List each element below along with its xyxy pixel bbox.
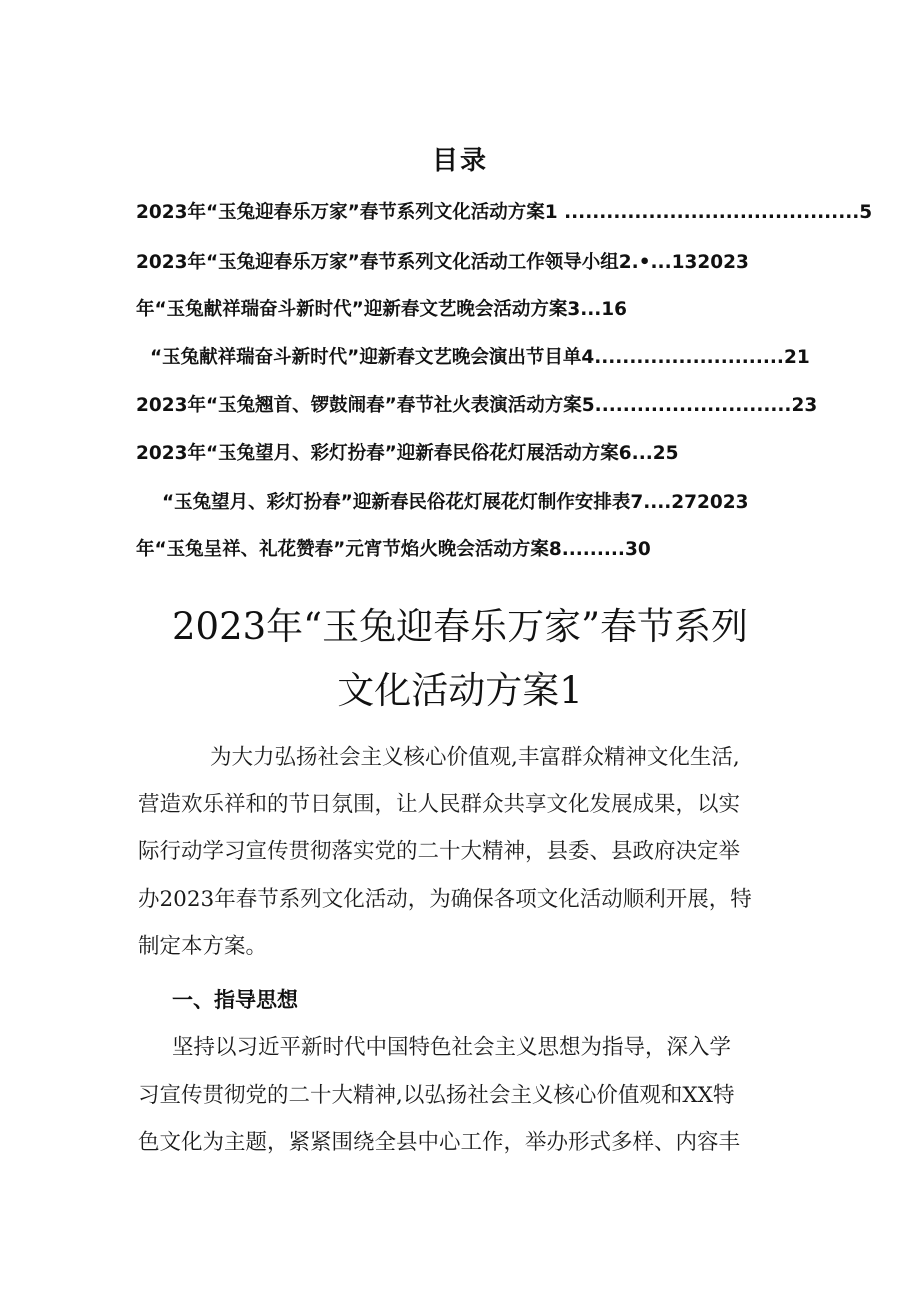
section-paragraph-line: 习宣传贯彻党的二十大精神,以弘扬社会主义核心价值观和XX特 — [138, 1083, 735, 1108]
toc-entry: 2023年“玉兔迎春乐万家”春节系列文化活动工作领导小组2.•...132023 — [136, 252, 749, 273]
document-title: 2023年“玉兔迎春乐万家”春节系列 — [172, 605, 748, 648]
intro-paragraph-line: 办2023年春节系列文化活动，为确保各项文化活动顺利开展，特 — [138, 887, 752, 912]
toc-entry: “玉兔献祥瑞奋斗新时代”迎新春文艺晚会演出节目单4...........................21 — [150, 347, 810, 368]
intro-paragraph-line: 为大力弘扬社会主义核心价值观,丰富群众精神文化生活, — [210, 745, 740, 770]
toc-entry: 年“玉兔献祥瑞奋斗新时代”迎新春文艺晚会活动方案3...16 — [136, 299, 628, 320]
toc-entry: “玉兔望月、彩灯扮春”迎新春民俗花灯展花灯制作安排表7....272023 — [162, 492, 749, 513]
toc-entry: 年“玉兔呈祥、礼花赞春”元宵节焰火晚会活动方案8.........30 — [136, 539, 651, 560]
toc-title: 目录 — [431, 146, 488, 176]
section-paragraph-line: 坚持以习近平新时代中国特色社会主义思想为指导，深入学 — [172, 1035, 732, 1060]
toc-entry: 2023年“玉兔望月、彩灯扮春”迎新春民俗花灯展活动方案6...25 — [136, 443, 679, 464]
intro-paragraph-line: 制定本方案。 — [138, 934, 268, 959]
intro-paragraph-line: 际行动学习宣传贯彻落实党的二十大精神，县委、县政府决定举 — [138, 839, 741, 864]
section-heading: 一、指导思想 — [172, 988, 298, 1012]
toc-entry: 2023年“玉兔翘首、锣鼓闹春”春节社火表演活动方案5............................23 — [136, 395, 818, 416]
toc-entry: 2023年“玉兔迎春乐万家”春节系列文化活动方案1 ..........................................5 — [136, 202, 873, 223]
intro-paragraph-line: 营造欢乐祥和的节日氛围，让人民群众共享文化发展成果，以实 — [138, 792, 741, 817]
section-paragraph-line: 色文化为主题，紧紧围绕全县中心工作，举办形式多样、内容丰 — [138, 1130, 741, 1155]
document-title-continued: 文化活动方案1 — [337, 669, 583, 712]
